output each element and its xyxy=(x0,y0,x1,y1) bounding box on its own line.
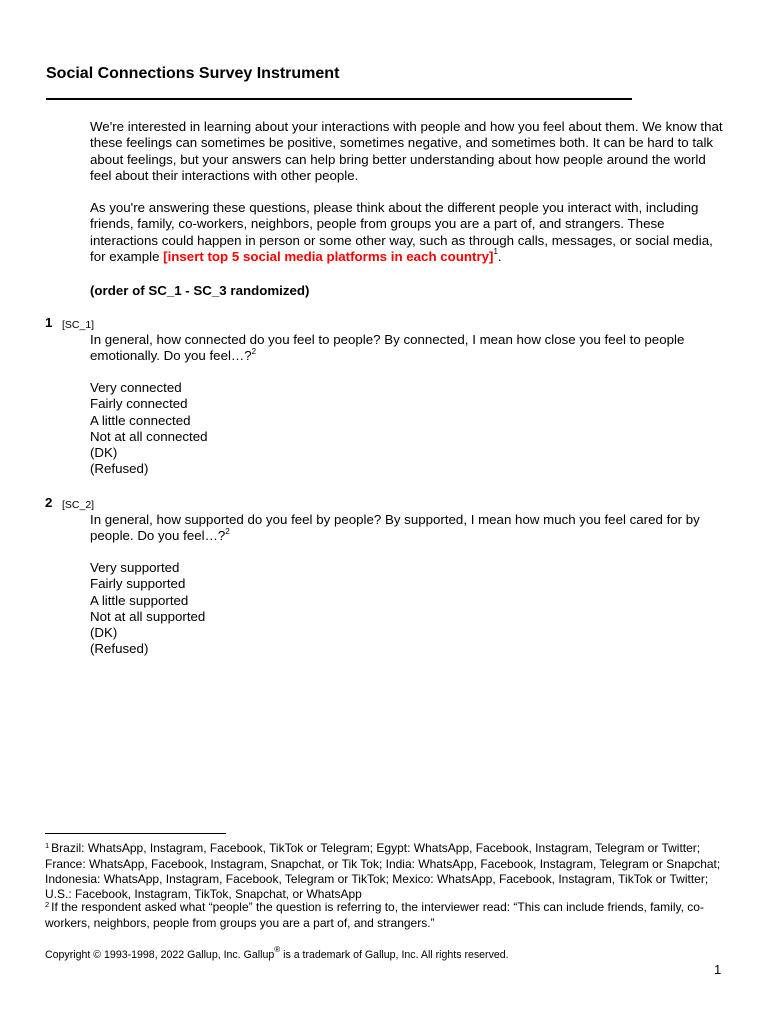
question-1-code: [SC_1] xyxy=(62,319,95,331)
document-title: Social Connections Survey Instrument xyxy=(46,65,340,82)
response-option: (Refused) xyxy=(90,641,149,657)
question-1-options xyxy=(90,380,208,478)
footnote-2-text: If the respondent asked what “people” the question is referring to, the interviewer read: “This can include friends, family, co-workers, neighbors, people from groups you are a part of, and strangers.” xyxy=(45,900,704,930)
question-1-number: 1 xyxy=(45,315,53,330)
question-1-text-body: In general, how connected do you feel to people? By connected, I mean how close you feel to people emotionally. Do you feel…? xyxy=(90,332,685,364)
response-option: Fairly supported xyxy=(90,576,186,592)
question-2-footnote-ref: 2 xyxy=(225,526,230,536)
response-option: A little supported xyxy=(90,592,189,608)
response-option: Very supported xyxy=(90,560,180,575)
response-option: (DK) xyxy=(90,445,118,461)
question-2-number: 2 xyxy=(45,495,53,510)
response-option: A little connected xyxy=(90,412,191,428)
intro-paragraph-2 xyxy=(90,200,726,265)
copyright-prefix: Copyright © 1993-1998, 2022 Gallup, Inc. Gallup xyxy=(45,949,275,961)
footnote-2-mark: 2 xyxy=(45,900,50,909)
footnote-2 xyxy=(45,900,725,931)
trademark-mark: ® xyxy=(274,945,281,955)
randomization-note: (order of SC_1 - SC_3 randomized) xyxy=(90,283,310,298)
response-option: (DK) xyxy=(90,625,118,641)
response-option: Not at all connected xyxy=(90,428,208,444)
copyright-notice xyxy=(45,945,509,962)
response-option: Very connected xyxy=(90,380,182,395)
platform-placeholder: [insert top 5 social media platforms in each country] xyxy=(163,248,494,264)
response-option: Fairly connected xyxy=(90,396,188,412)
footnote-1 xyxy=(45,841,725,902)
footnote-separator xyxy=(45,833,226,834)
copyright-suffix: is a trademark of Gallup, Inc. All rights reserved. xyxy=(280,949,509,961)
question-1-footnote-ref: 2 xyxy=(251,346,257,356)
question-2-code: [SC_2] xyxy=(62,499,95,511)
title-rule xyxy=(46,98,632,100)
question-1-text xyxy=(90,332,722,365)
response-option: (Refused) xyxy=(90,461,149,477)
intro-paragraph-1: We're interested in learning about your interactions with people and how you feel about them. We know that these feelings can sometimes be positive, sometimes negative, and sometimes both. It can be hard to talk about feelings, but your answers can help bring better understanding about how people around the world feel about their interactions with other people. xyxy=(90,119,723,183)
footnote-ref-1: 1 xyxy=(493,247,498,257)
page-number: 1 xyxy=(714,962,722,977)
footnote-1-text: Brazil: WhatsApp, Instagram, Facebook, TikTok or Telegram; Egypt: WhatsApp, Facebook, Instagram, Telegram or Twitter; France: WhatsApp, Facebook, Instagram, Snapchat, or Tik Tok; India: WhatsApp, Facebook, Instagram, Telegram or Snapchat; Indonesia: WhatsApp, Instagram, Facebook, Telegram or TikTok; Mexico: WhatsApp, Facebook, Instagram, TikTok or Twitter; U.S.: Facebook, Instagram, TikTok, Snapchat, or WhatsApp xyxy=(45,841,721,901)
response-option: Not at all supported xyxy=(90,608,206,624)
question-2-text xyxy=(90,512,722,545)
question-2-options xyxy=(90,560,205,658)
question-2-text-body: In general, how supported do you feel by people? By supported, I mean how much you feel cared for by people. Do you feel…? xyxy=(90,512,700,544)
intro-paragraph-2-end: . xyxy=(497,248,502,264)
intro-paragraph-2-text: As you're answering these questions, please think about the different people you interact with, including friends, family, co-workers, neighbors, people from groups you are a part of, and strangers. These interactions could happen in person or some other way, such as through calls, messages, or social media, for example xyxy=(90,200,713,264)
footnote-1-mark: 1 xyxy=(45,841,50,850)
